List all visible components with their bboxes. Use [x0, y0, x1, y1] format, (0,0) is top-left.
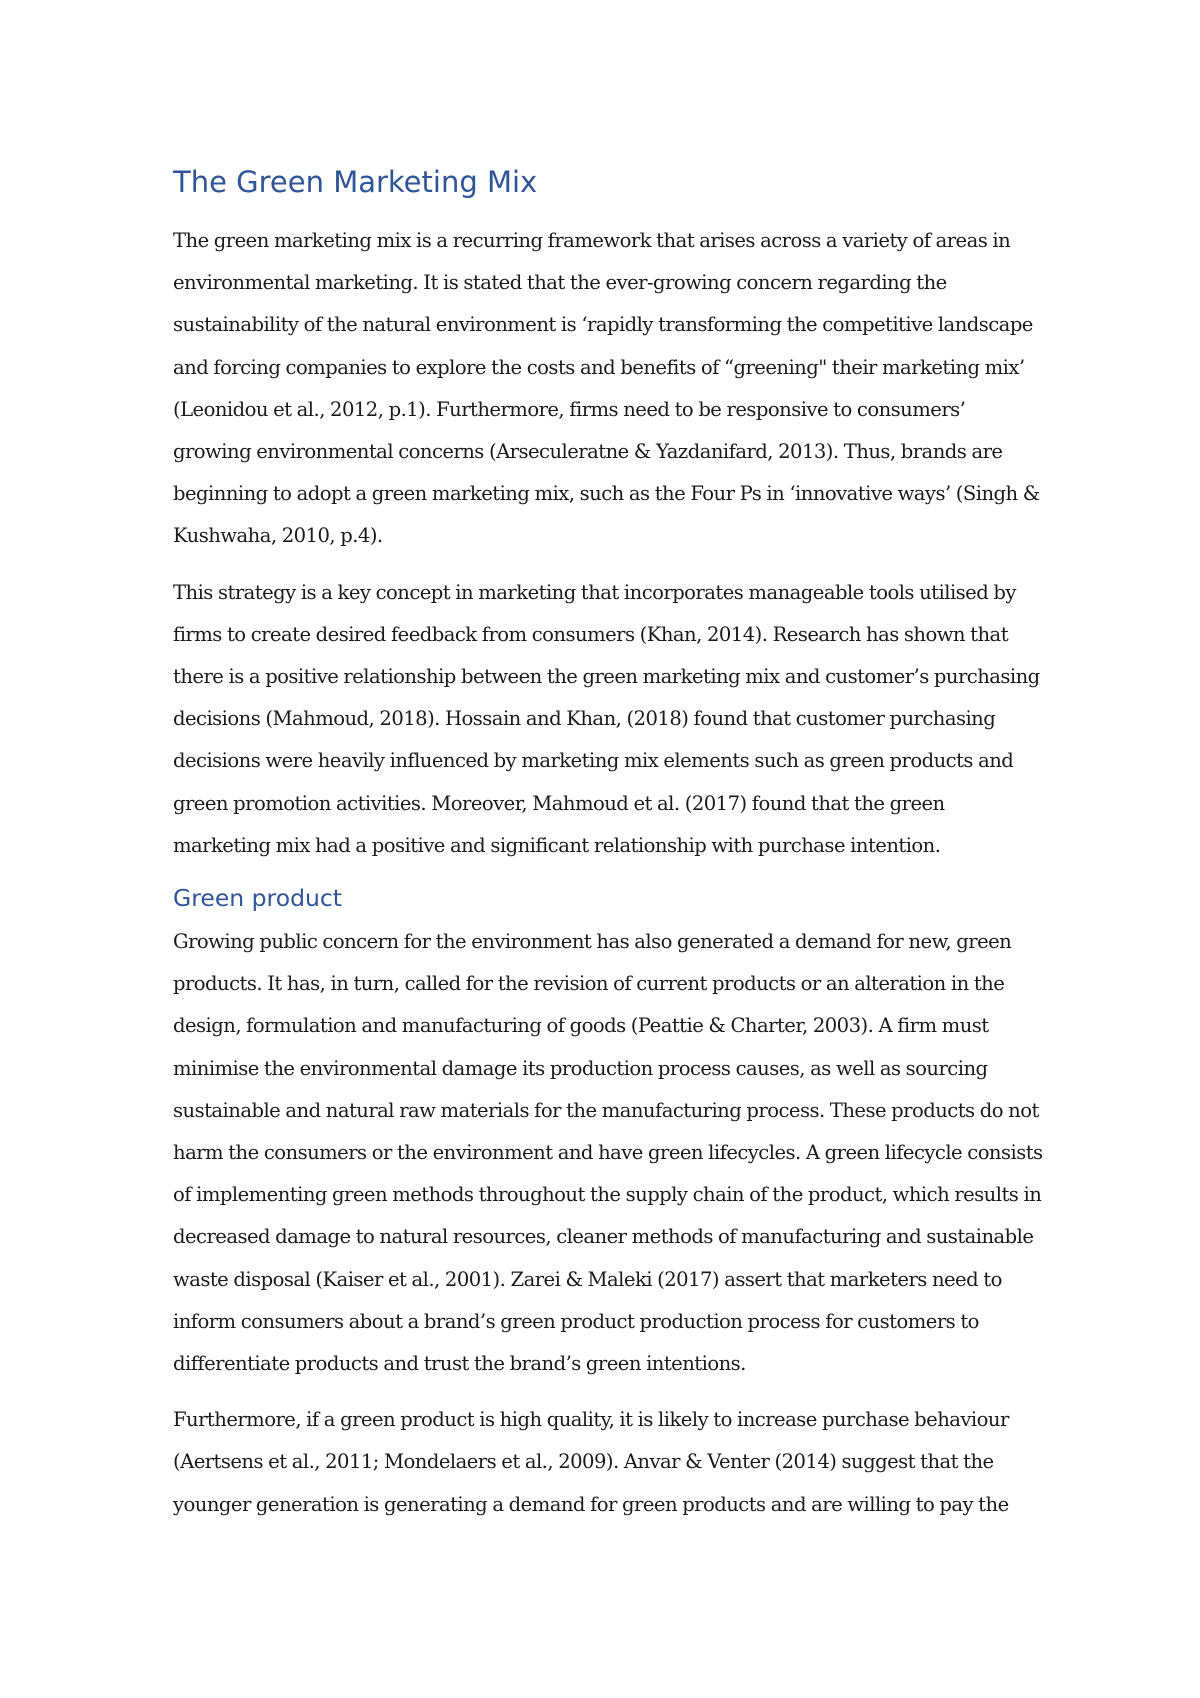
- intro-paragraph-2: This strategy is a key concept in marketing that incorporates manageable tools utilised by firms to create desired feedback from consumers (Khan, 2014). Research has shown that there is a positive relationship between the green marketing mix and customer’s purchasing decisions (Mahmoud, 2018). Hossain and Khan, (2018) found that customer purchasing decisions were heavily influenced by marketing mix elements such as green products and green promotion activities. Moreover, Mahmoud et al. (2017) found that the green marketing mix had a positive and significant relationship with purchase intention.: [173, 580, 1040, 857]
- intro-paragraph-1: The green marketing mix is a recurring framework that arises across a variety of areas in environmental marketing. It is stated that the ever-growing concern regarding the sustainability of the natural environment is ‘rapidly transforming the competitive landscape and forcing companies to explore the costs and benefits of “greening" their marketing mix’ (Leonidou et al., 2012, p.1). Furthermore, firms need to be responsive to consumers’ growing environmental concerns (Arseculeratne & Yazdanifard, 2013). Thus, brands are beginning to adopt a green marketing mix, such as the Four Ps in ‘innovative ways’ (Singh & Kushwaha, 2010, p.4).: [173, 229, 1040, 548]
- green-product-paragraph-1: Growing public concern for the environment has also generated a demand for new, green products. It has, in turn, called for the revision of current products or an alteration in the design, formulation and manufacturing of goods (Peattie & Charter, 2003). A firm must minimise the environmental damage its production process causes, as well as sourcing sustainable and natural raw materials for the manufacturing process. These products do not harm the consumers or the environment and have green lifecycles. A green lifecycle consists of implementing green methods throughout the supply chain of the product, which results in decreased damage to natural resources, cleaner methods of manufacturing and sustainable waste disposal (Kaiser et al., 2001). Zarei & Maleki (2017) assert that marketers need to inform consumers about a brand’s green product production process for customers to differentiate products and trust the brand’s green intentions.: [173, 930, 1043, 1376]
- document-body: [173, 162, 1043, 1540]
- green-product-paragraph-2: Furthermore, if a green product is high quality, it is likely to increase purchase behaviour (Aertsens et al., 2011; Mondelaers et al., 2009). Anvar & Venter (2014) suggest that the younger generation is generating a demand for green products and are willing to pay the: [173, 1408, 1009, 1516]
- section-heading-green-product: Green product: [173, 884, 343, 913]
- document-title: The Green Marketing Mix: [173, 165, 538, 199]
